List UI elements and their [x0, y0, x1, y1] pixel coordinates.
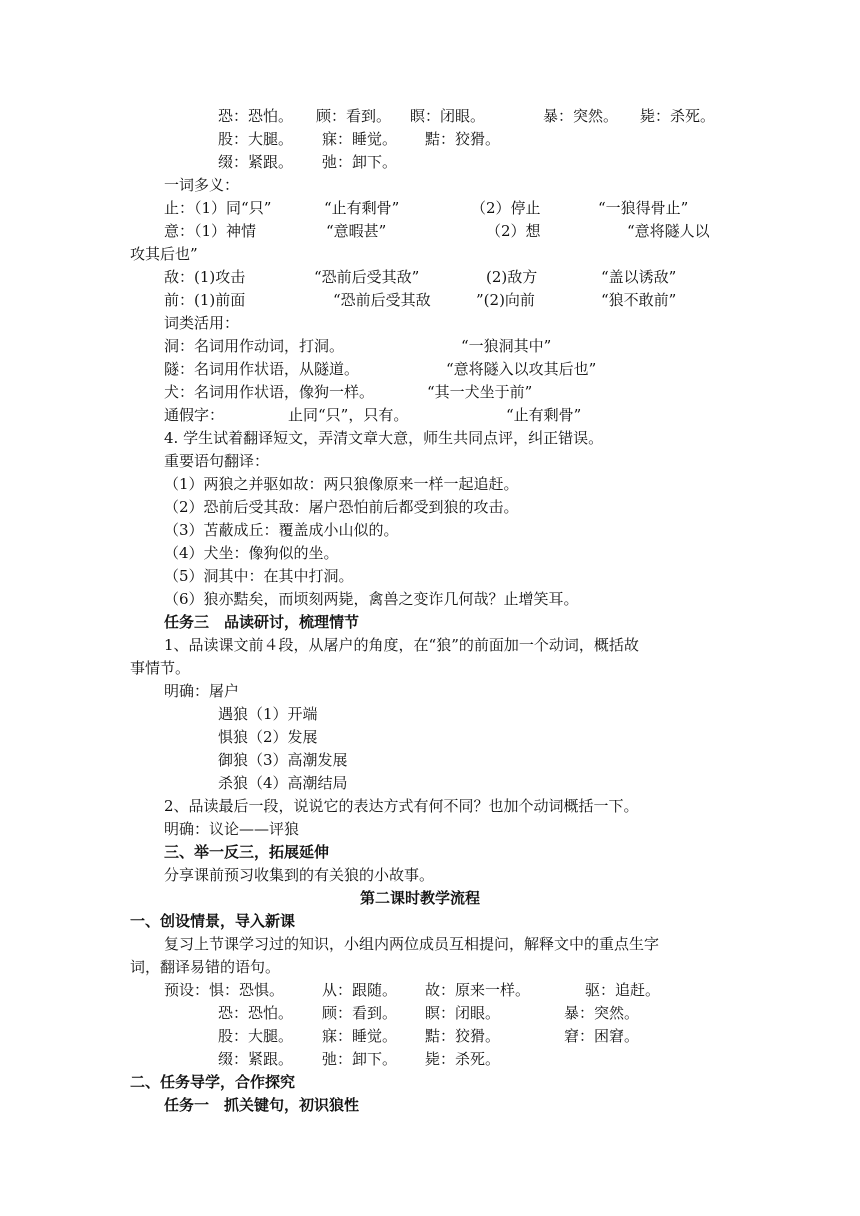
- preset-item: 从：跟随。: [322, 981, 398, 999]
- vocab-item: 弛：卸下。: [322, 153, 398, 171]
- task1-title: 任务一 抓关键句，初识狼性: [164, 1096, 360, 1114]
- task3-question-2: 2、品读最后一段，说说它的表达方式有何不同？也加个动词概括一下。: [164, 797, 639, 815]
- translation-heading: 重要语句翻译：: [164, 452, 270, 470]
- section3-title: 三、举一反三，拓展延伸: [164, 843, 330, 861]
- conversion-heading: 词类活用：: [164, 314, 240, 332]
- polysemy-example: “止有剩骨”: [324, 199, 400, 217]
- preset-item: 预设：惧：恐惧。: [164, 981, 285, 999]
- polysemy-entry: 意：（1）神情: [164, 222, 257, 240]
- polysemy-example: “盖以诱敌”: [601, 268, 677, 286]
- polysemy-entry: （2）停止: [471, 199, 541, 217]
- translation-item: （2）恐前后受其敌：屠户恐怕前后都受到狼的攻击。: [164, 498, 519, 516]
- polysemy-example: “恐前后受其敌”: [314, 268, 420, 286]
- polysemy-yi-continued: 攻其后也”: [130, 245, 198, 263]
- polysemy-entry: （2）想: [486, 222, 541, 240]
- plot-item: 惧狼（2）发展: [218, 728, 318, 746]
- polysemy-example: “恐前后受其敌: [333, 291, 431, 309]
- conversion-entry: 犬：名词用作状语，像狗一样。: [164, 383, 375, 401]
- preset-item: 暴：突然。: [564, 1004, 640, 1022]
- lesson2-title: 第二课时教学流程: [360, 889, 481, 907]
- vocab-item: 暴：突然。: [543, 107, 619, 125]
- vocab-item: 缀：紧跟。: [218, 153, 294, 171]
- vocab-item: 毙：杀死。: [640, 107, 716, 125]
- polysemy-entry: (2)敌方: [486, 268, 538, 286]
- task3-question-1-cont: 事情节。: [130, 659, 191, 677]
- vocab-item: 瞑：闭眼。: [410, 107, 486, 125]
- tongjia-entry: 止同“只”，只有。: [288, 406, 409, 424]
- polysemy-example: “狼不敢前”: [601, 291, 677, 309]
- task3-title: 任务三 品读研讨，梳理情节: [164, 613, 360, 631]
- vocab-item: 顾：看到。: [316, 107, 392, 125]
- lesson2-section1-title: 一、创设情景，导入新课: [130, 912, 296, 930]
- tongjia-example: “止有剩骨”: [506, 406, 582, 424]
- polysemy-example: “意将隧人以: [627, 222, 710, 240]
- plot-item: 遇狼（1）开端: [218, 705, 318, 723]
- plot-item: 杀狼（4）高潮结局: [218, 774, 348, 792]
- preset-item: 缀：紧跟。: [218, 1050, 294, 1068]
- preset-item: 窘：困窘。: [564, 1027, 640, 1045]
- preset-item: 恐：恐怕。: [218, 1004, 294, 1022]
- conversion-example: “一狼洞其中”: [461, 337, 552, 355]
- polysemy-entry: 前：(1)前面: [164, 291, 246, 309]
- task3-answer-label: 明确：屠户: [164, 682, 240, 700]
- step-4: 4. 学生试着翻译短文，弄清文章大意，师生共同点评，纠正错误。: [164, 429, 604, 447]
- polysemy-entry: ”(2)向前: [476, 291, 535, 309]
- preset-item: 寐：睡觉。: [322, 1027, 398, 1045]
- vocab-item: 股：大腿。: [218, 130, 294, 148]
- translation-item: （5）洞其中：在其中打洞。: [164, 567, 354, 585]
- conversion-entry: 洞：名词用作动词，打洞。: [164, 337, 345, 355]
- task3-question-1: 1、品读课文前４段，从屠户的角度，在“狼”的前面加一个动词，概括故: [164, 636, 639, 654]
- preset-item: 顾：看到。: [322, 1004, 398, 1022]
- preset-item: 驱：追赶。: [585, 981, 661, 999]
- plot-item: 御狼（3）高潮发展: [218, 751, 348, 769]
- section3-text: 分享课前预习收集到的有关狼的小故事。: [164, 866, 435, 884]
- preset-item: 股：大腿。: [218, 1027, 294, 1045]
- translation-item: （6）狼亦黠矣，而顷刻两毙，禽兽之变诈几何哉？止增笑耳。: [164, 590, 579, 608]
- vocab-item: 黠：狡猾。: [425, 130, 501, 148]
- preset-item: 黠：狡猾。: [425, 1027, 501, 1045]
- lesson2-section1-text-cont: 词，翻译易错的语句。: [130, 958, 281, 976]
- preset-item: 瞑：闭眼。: [425, 1004, 501, 1022]
- tongjia-heading: 通假字：: [164, 406, 225, 424]
- lesson2-section2-title: 二、任务导学，合作探究: [130, 1073, 296, 1091]
- preset-item: 故：原来一样。: [425, 981, 531, 999]
- polysemy-example: “一狼得骨止”: [598, 199, 689, 217]
- translation-item: （3）苫蔽成丘：覆盖成小山似的。: [164, 521, 399, 539]
- polysemy-heading: 一词多义：: [164, 176, 240, 194]
- preset-item: 毙：杀死。: [425, 1050, 501, 1068]
- translation-item: （1）两狼之并驱如故：两只狼像原来一样一起追赶。: [164, 475, 519, 493]
- task3-answer-2: 明确：议论——评狼: [164, 820, 300, 838]
- conversion-entry: 隧：名词用作状语，从隧道。: [164, 360, 360, 378]
- vocab-item: 寐：睡觉。: [322, 130, 398, 148]
- preset-item: 弛：卸下。: [322, 1050, 398, 1068]
- conversion-example: “意将隧入以攻其后也”: [446, 360, 597, 378]
- translation-item: （4）犬坐：像狗似的坐。: [164, 544, 339, 562]
- lesson2-section1-text: 复习上节课学习过的知识，小组内两位成员互相提问，解释文中的重点生字: [164, 935, 660, 953]
- vocab-item: 恐：恐怕。: [218, 107, 294, 125]
- polysemy-entry: 止：（1）同“只”: [164, 199, 272, 217]
- conversion-example: “其一犬坐于前”: [427, 383, 533, 401]
- polysemy-entry: 敌：(1)攻击: [164, 268, 246, 286]
- polysemy-example: “意暇甚”: [326, 222, 387, 240]
